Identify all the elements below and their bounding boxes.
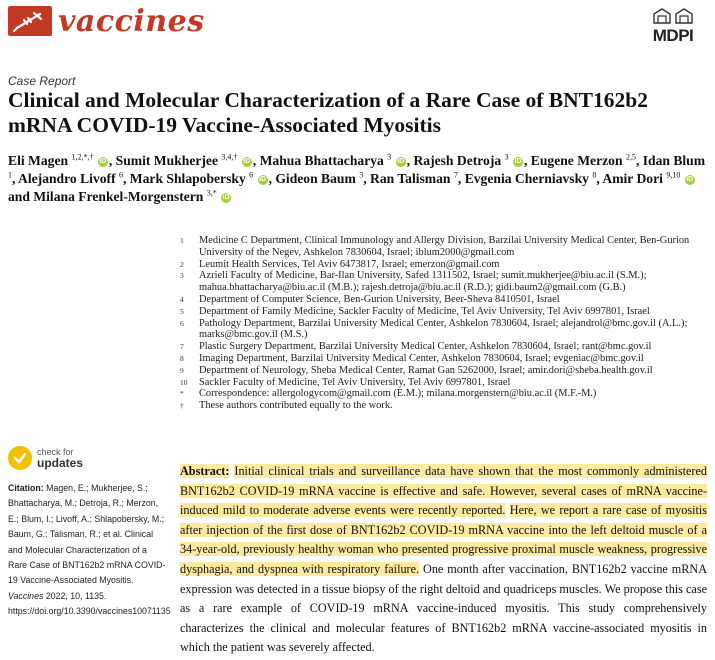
affiliation-text: Imaging Department, Barzilai University Medical Center, Ashkelon 7830604, Israel; evgeniac@bmc.gov.il — [199, 352, 644, 364]
affiliation-number: † — [180, 401, 184, 411]
citation-journal: Vaccines — [8, 590, 44, 601]
abstract-rest: One month after vaccination, BNT162b2 vaccine mRNA expression was detected in a tissue biopsy of the right deltoid and quadriceps muscles. We propose this case as a rare example of COVID-19 mRNA vaccine-induced myositis. This study comprehensively characterizes the clinical and molecular features of BNT162b2 mRNA vaccine-associated myositis in which the patient was severely affected. — [180, 561, 707, 655]
author-affiliation-marker: 3,4,† — [221, 152, 238, 162]
affiliation-list — [180, 235, 710, 412]
orcid-icon[interactable]: iD — [686, 175, 694, 183]
check-updates-big: updates — [37, 456, 84, 470]
affiliation-text: Plastic Surgery Department, Barzilai University Medical Center, Ashkelon 7830604, Israel; rant@bmc.gov.il — [199, 341, 652, 353]
orcid-icon[interactable]: iD — [222, 193, 230, 201]
orcid-icon[interactable]: iD — [243, 157, 251, 165]
article-type: Case Report — [8, 74, 76, 88]
author-name[interactable]: Milana Frenkel-Morgenstern — [33, 189, 204, 204]
affiliation-item — [180, 377, 710, 389]
author-affiliation-marker: 3 — [504, 152, 509, 162]
affiliation-number: 9 — [180, 365, 184, 375]
affiliation-number: * — [180, 389, 184, 399]
affiliation-item — [180, 318, 710, 342]
author-affiliation-marker: 2,5 — [625, 152, 636, 162]
author-name[interactable]: Mark Shlapobersky — [129, 171, 246, 186]
author-affiliation-marker: 3 — [359, 170, 364, 180]
affiliation-number: 8 — [180, 353, 184, 363]
author-name[interactable]: Idan Blum — [642, 153, 706, 168]
author-name[interactable]: Ran Talisman — [370, 171, 451, 186]
affiliation-item — [180, 341, 710, 353]
affiliation-text: Pathology Department, Barzilai University Medical Center, Ashkelon 7830604, Israel; alejandrol@bmc.gov.il (A.L.); marks@bmc.gov.il (M.S.) — [199, 317, 688, 341]
author-name[interactable]: Rajesh Detroja — [413, 153, 502, 168]
author-affiliation-marker: 6 — [119, 170, 123, 180]
author-name[interactable]: Amir Dori — [602, 171, 663, 186]
affiliation-text: Department of Computer Science, Ben-Gurion University, Beer-Sheva 8410501, Israel — [199, 293, 560, 305]
publisher-name: MDPI — [652, 26, 694, 45]
affiliation-item — [180, 353, 710, 365]
article-title: Clinical and Molecular Characterization of a Rare Case of BNT162b2 mRNA COVID-19 Vaccine-Associated Myositis — [8, 88, 648, 137]
orcid-icon[interactable]: iD — [259, 175, 267, 183]
author-affiliation-marker: 8 — [592, 170, 597, 180]
affiliation-number: 1 — [180, 236, 184, 245]
publisher-emblem-icon — [650, 8, 696, 24]
author-name[interactable]: Eugene Merzon — [530, 153, 623, 168]
affiliation-text: Department of Neurology, Sheba Medical Center, Ramat Gan 5262000, Israel; amir.dori@sheba.health.gov.il — [199, 364, 653, 376]
abstract-highlight-2: Here, we report a rare case of myositis after injection of the first dose of BNT162b2 COVID-19 mRNA vaccine into the left deltoid muscle of a 34-year-old, previously healthy woman who presented progressive proximal muscle weakness, progressive dysphagia, and dyspnea with respiratory failure. — [180, 503, 707, 576]
affiliation-number: 5 — [180, 306, 184, 316]
orcid-icon[interactable]: iD — [397, 157, 405, 165]
affiliation-text: Medicine C Department, Clinical Immunology and Allergy Division, Barzilai University Medical Center, Ben-Gurion University of the Negev, Ashkelon 7830604, Israel; iblum2000@gmail.com — [199, 235, 690, 258]
affiliation-item — [180, 270, 710, 294]
affiliation-text: Azrieli Faculty of Medicine, Bar-Ilan University, Safed 1311502, Israel; sumit.mukherjee@biu.ac.il (S.M.); mahua.bhattacharya@biu.ac.il (M.B.); rajesh.detroja@biu.ac.il (R.D.); gidi.baum2@gmail.com (G.B.) — [199, 270, 647, 294]
journal-name[interactable]: vaccines — [58, 4, 205, 39]
author-name[interactable]: Eli Magen — [8, 153, 69, 168]
author-name[interactable]: Evgenia Cherniavsky — [464, 171, 589, 186]
affiliation-text: Correspondence: allergologycom@gmail.com (E.M.); milana.morgenstern@biu.ac.il (M.F.-M.) — [199, 388, 597, 400]
journal-logo-icon — [8, 6, 52, 36]
affiliation-item — [180, 388, 710, 400]
author-affiliation-marker: 1 — [8, 170, 12, 180]
authors-and: and — [8, 189, 30, 204]
author-affiliation-marker: 7 — [453, 170, 458, 180]
syringe-icon — [12, 9, 48, 33]
affiliation-number: 10 — [180, 377, 188, 387]
author-name[interactable]: Alejandro Livoff — [18, 171, 116, 186]
affiliation-text: These authors contributed equally to the work. — [199, 400, 393, 412]
affiliation-number: 3 — [180, 271, 184, 281]
affiliation-item — [180, 365, 710, 377]
citation-text: Magen, E.; Mukherjee, S.; Bhattacharya, M.; Detroja, R.; Merzon, E.; Blum, I.; Livoff, A.; Shlapobersky, M.; Baum, G.; Talisman, R.; et al. Clinical and Molecular Characterization of a Rare Case of BNT162b2 mRNA COVID-19 Vaccine-Associated Myositis. — [8, 483, 166, 586]
publisher-logo[interactable] — [644, 8, 702, 48]
abstract-label: Abstract: — [180, 464, 230, 478]
author-affiliation-marker: 1,2,*,† — [71, 152, 94, 162]
check-updates-small: check for — [37, 447, 74, 457]
abstract-block — [180, 462, 707, 658]
affiliation-item — [180, 235, 710, 259]
affiliation-item — [180, 400, 710, 412]
author-name[interactable]: Sumit Mukherjee — [115, 153, 218, 168]
citation-block — [8, 481, 171, 620]
affiliation-text: Leumit Health Services, Tel Aviv 6473817, Israel; emerzon@gmail.com — [199, 258, 500, 270]
author-affiliation-marker: 9,10 — [666, 170, 681, 180]
author-name[interactable]: Gideon Baum — [275, 171, 356, 186]
orcid-icon[interactable]: iD — [99, 157, 107, 165]
citation-rest[interactable]: 2022, 10, 1135. https://doi.org/10.3390/vaccines10071135 — [8, 590, 171, 617]
affiliation-number: 6 — [180, 318, 184, 328]
orcid-icon[interactable]: iD — [514, 157, 522, 165]
affiliation-number: 2 — [180, 259, 184, 269]
abstract-highlight-1: Initial clinical trials and surveillance data have shown that the most commonly administered BNT162b2 COVID-19 mRNA vaccine is effective and safe. However, several cases of mRNA vaccine-induced mild to moderate adverse events were recently reported. — [180, 464, 707, 518]
affiliation-item — [180, 294, 710, 306]
affiliation-text: Department of Family Medicine, Sackler Faculty of Medicine, Tel Aviv University, Tel Aviv 6997801, Israel — [199, 305, 650, 317]
affiliation-text: Sackler Faculty of Medicine, Tel Aviv University, Tel Aviv 6997801, Israel — [199, 376, 511, 388]
affiliation-number: 7 — [180, 342, 184, 352]
affiliation-item — [180, 259, 710, 271]
author-list: Eli Magen $^{1,2,*,\dagger}$ iD , Sumit Mukherjee $^{3,4,\dagger}$ iD , Mahua Bhattacharya $^3$ iD , Rajesh Detroja $^3$ iD , Eugene Merzon $^{2,5}$, Idan Blum $^1$, Alejandro Livoff $^6$, Mark Shlapobersky $^6$ iD , Gideon Baum $^3$, Ran Talisman $^7$, Evgenia Cherniavsky $^8$, Amir Dori $^{9,10}$ iD and Milana Frenkel-Morgenstern $^{3,*}$ iD — [8, 152, 706, 204]
author-affiliation-marker: 3,* — [206, 188, 217, 198]
author-affiliation-marker: 3 — [387, 152, 392, 162]
citation-label: Citation: — [8, 483, 44, 493]
check-updates-button[interactable] — [8, 441, 118, 475]
author-name[interactable]: Mahua Bhattacharya — [259, 153, 384, 168]
affiliation-number: 4 — [180, 294, 184, 304]
affiliation-item — [180, 306, 710, 318]
author-affiliation-marker: 6 — [249, 170, 254, 180]
check-updates-icon — [8, 446, 32, 470]
